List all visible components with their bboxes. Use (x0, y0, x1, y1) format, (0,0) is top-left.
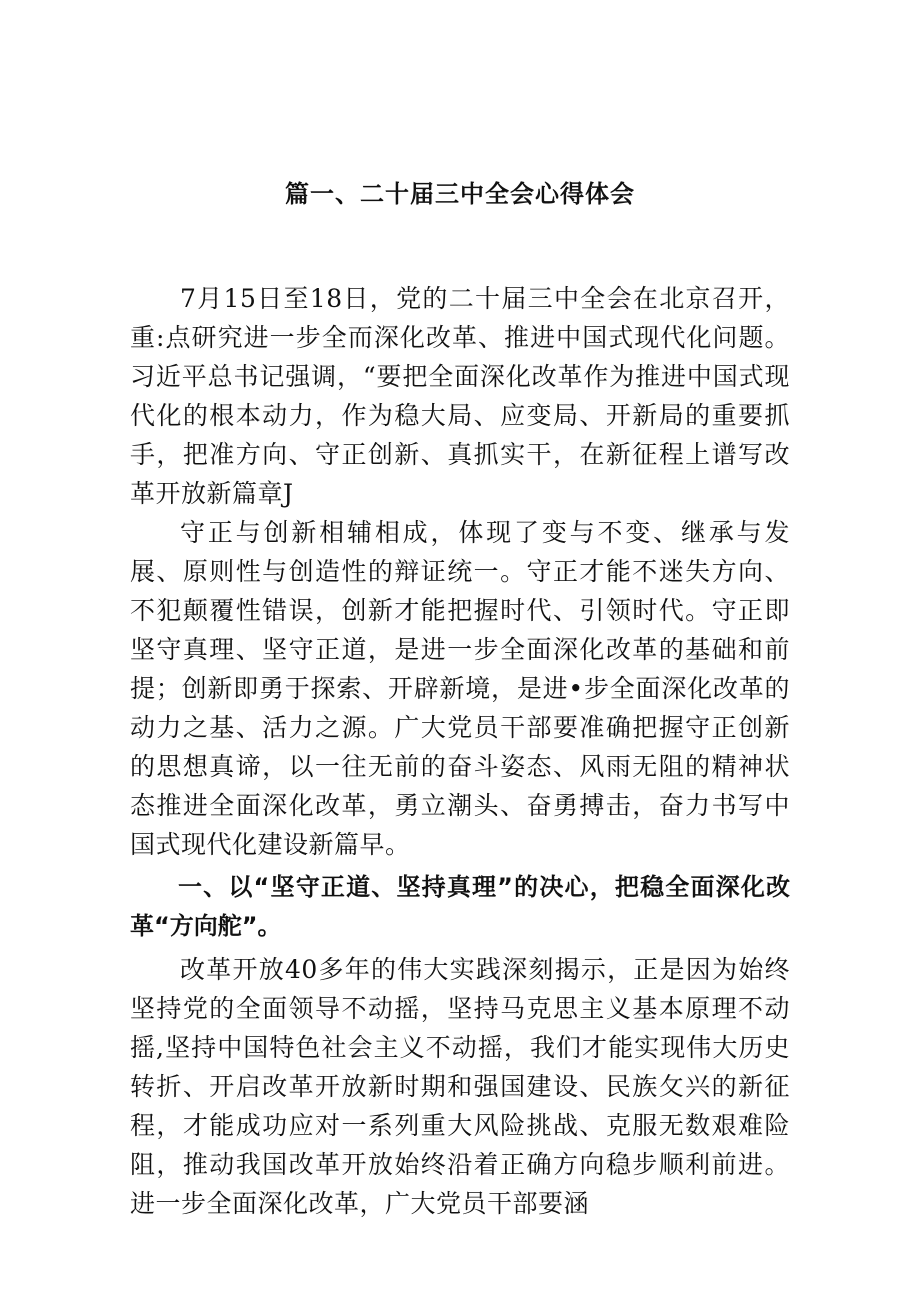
section-heading-1: 一、以“坚守正道、坚持真理”的决心，把稳全面深化改革“方向舵”。 (130, 873, 790, 940)
paragraph-reform-practice: 改革开放40多年的伟大实践深刻揭示，正是因为始终坚持党的全面领导不动摇，坚持马克思主义基本原理不动摇,坚持中国特色社会主义不动摇，我们才能实现伟大历史转折、开启改革开放新时期和强国建设、民族攵兴的新征程，才能成功应对一系列重大风险挑战、克服无数艰难险阻，推动我国改革开放始终沿着正确方向稳步顺利前进。进一步全面深化改革，广大党员干部要涵 (130, 955, 790, 1218)
document-title: 篇一、二十届三中全会心得体会 (285, 180, 635, 208)
paragraph-innovation: 守正与创新相辅相成，体现了变与不变、继承与发展、原则性与创造性的辩证统一。守正才能不迷失方向、不犯颠覆性错误，创新才能把握时代、引领时代。守正即坚守真理、坚守正道，是进一步全面深化改革的基础和前提；创新即勇于探索、开辟新境，是进•步全面深化改革的动力之基、活力之源。广大党员干部要准确把握守正创新的思想真谛，以一往无前的奋斗姿态、风雨无阻的精神状态推进全面深化改革，勇立潮头、奋勇搏击，奋力书写中国式现代化建设新篇早。 (130, 518, 790, 859)
paragraph-intro: 7月15日至18日，党的二十届三中全会在北京召开，重:点研究进一步全而深化改革、推进中国式现代化问题。习近平总书记强调，“要把全面深化改革作为推进中国式现代化的根本动力，作为稳大局、应变局、开新局的重要抓手，把准方向、守正创新、真抓实干，在新征程上谱写改革开放新篇章J (130, 284, 790, 508)
document-body (130, 279, 790, 1223)
